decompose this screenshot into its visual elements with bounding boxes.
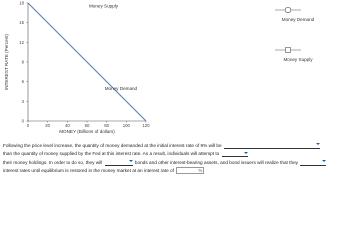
legend-square-marker-icon xyxy=(273,46,303,54)
y-tick-label: 9 xyxy=(21,59,24,65)
interest-rate-action-dropdown[interactable] xyxy=(300,160,326,166)
y-tick-label: 12 xyxy=(19,39,24,45)
y-tick-label: 18 xyxy=(19,0,24,6)
question-part-4: bonds and other interest-bearing assets, and bond issuers will realize that they xyxy=(134,159,299,165)
chevron-down-icon xyxy=(129,160,133,162)
question-part-3: their money holdings. In order to do so, they will xyxy=(3,159,103,165)
chevron-down-icon xyxy=(322,160,326,162)
question-part-5: interest rates until equilibrium is restored in the money market at an interest rate of xyxy=(3,168,174,174)
legend-label-money-demand: Money Demand xyxy=(281,17,315,22)
x-tick-label: 80 xyxy=(104,123,110,128)
x-tick-label: 100 xyxy=(122,123,130,128)
legend-item-money-demand[interactable] xyxy=(258,4,338,44)
question-part-2: than the quantity of money supplied by the Fed at this interest rate. As a result, individuals will attempt to xyxy=(3,151,220,157)
legend xyxy=(258,4,338,84)
chevron-down-icon xyxy=(244,152,248,154)
bonds-action-dropdown[interactable] xyxy=(105,160,133,166)
chevron-down-icon xyxy=(316,143,320,145)
question-part-1: Following the price level increase, the quantity of money demanded at the initial interest rate of 9% will be xyxy=(3,143,222,148)
legend-circle-marker-icon xyxy=(273,6,303,14)
money-demand-curve-label: Money Demand xyxy=(104,86,138,92)
question-text xyxy=(3,142,348,176)
x-tick-label: 20 xyxy=(45,123,51,128)
x-tick-label: 60 xyxy=(84,123,90,128)
x-tick-label: 0 xyxy=(26,123,30,128)
x-axis-label: MONEY (Billions of dollars) xyxy=(59,129,115,134)
legend-item-money-supply[interactable] xyxy=(258,44,338,84)
money-supply-line xyxy=(28,3,146,121)
comparison-dropdown[interactable] xyxy=(224,143,320,149)
legend-label-money-supply: Money Supply xyxy=(283,57,313,62)
holdings-action-dropdown[interactable] xyxy=(222,151,248,157)
y-tick-label: 15 xyxy=(19,20,24,26)
equilibrium-rate-input[interactable] xyxy=(176,167,204,174)
y-tick-label: 6 xyxy=(21,79,24,85)
y-tick-label: 0 xyxy=(21,118,24,124)
percent-sign: % xyxy=(198,167,203,173)
x-tick-label: 120 xyxy=(142,123,150,128)
y-tick-label: 3 xyxy=(21,98,24,104)
y-axis-label: INTEREST RATE (Percent) xyxy=(4,34,9,90)
money-supply-curve-label: Money Supply xyxy=(88,3,119,9)
x-tick-label: 40 xyxy=(64,123,70,128)
